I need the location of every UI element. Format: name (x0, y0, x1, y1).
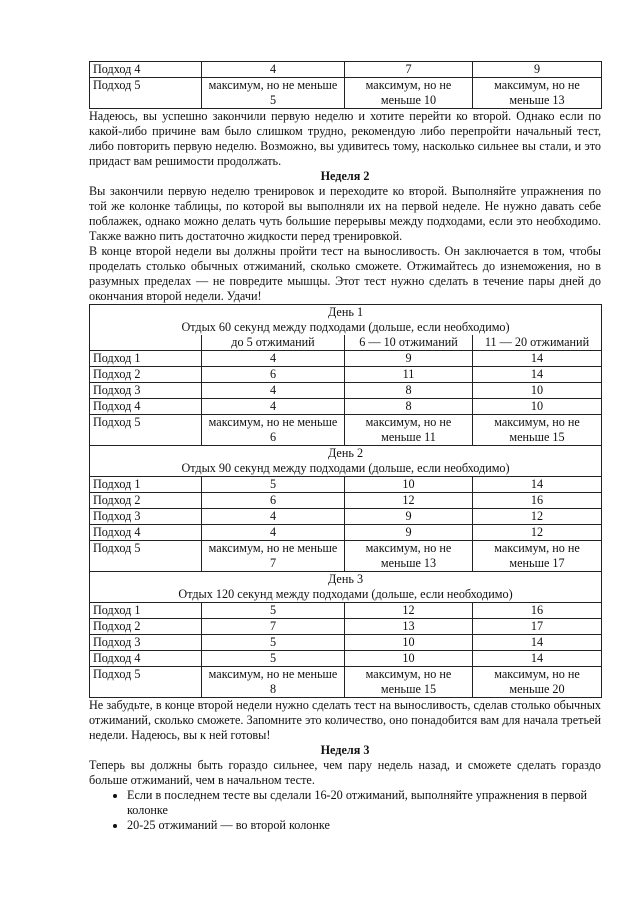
set-value-col1: 4 (202, 509, 345, 525)
set-label: Подход 3 (90, 635, 202, 651)
list-item: • Если в последнем тесте вы сделали 16-20 отжиманий, выполняйте упражнения в первой колонке (127, 788, 601, 818)
table-row (90, 525, 602, 541)
set-label: Подход 3 (90, 383, 202, 399)
paragraph-week2-intro: Вы закончили первую неделю тренировок и переходите ко второй. Выполняйте упражнения по той же колонке таблицы, по которой вы выполняли их на первой неделе. Не нужно давать себе поблажек, однако можно делать чуть большие перерывы между подходами, если это необходимо. Также важно пить достаточно жидкости перед тренировкой. (89, 184, 601, 243)
set-label: Подход 5 (90, 415, 202, 446)
set-value-col3: 14 (473, 477, 602, 493)
table-row (90, 493, 602, 509)
set-value-col2: 11 (345, 367, 473, 383)
header-empty (90, 335, 202, 351)
set-label: Подход 4 (90, 651, 202, 667)
set-label: Подход 5 (90, 667, 202, 698)
rest-label: Отдых 90 секунд между подходами (дольше, если необходимо) (181, 461, 510, 475)
set-value-col2: максимум, но не меньше 11 (345, 415, 473, 446)
set-value-col3: 9 (473, 62, 602, 78)
set-value-col2: 12 (345, 493, 473, 509)
set-label: Подход 2 (90, 619, 202, 635)
set-label: Подход 5 (90, 541, 202, 572)
set-label: Подход 1 (90, 477, 202, 493)
day-label: День 3 (327, 572, 364, 586)
table-row (90, 415, 602, 446)
week3-bullet-list (89, 788, 601, 833)
set-value-col2: 9 (345, 351, 473, 367)
table-row (90, 78, 602, 109)
set-value-col2: 8 (345, 383, 473, 399)
table-row (90, 541, 602, 572)
paragraph-week2-reminder: Не забудьте, в конце второй недели нужно сделать тест на выносливость, сделав столько обычных отжиманий, сколько сможете. Запомните это количество, оно понадобится вам для начала третьей недели. Надеюсь, вы к ней готовы! (89, 698, 601, 742)
set-value-col3: 14 (473, 367, 602, 383)
rest-label: Отдых 120 секунд между подходами (дольше, если необходимо) (178, 587, 513, 601)
set-value-col1: 4 (202, 351, 345, 367)
set-value-col2: 12 (345, 603, 473, 619)
set-value-col1: 5 (202, 477, 345, 493)
set-value-col1: максимум, но не меньше 8 (202, 667, 345, 698)
set-label: Подход 4 (90, 62, 202, 78)
set-value-col2: максимум, но не меньше 13 (345, 541, 473, 572)
set-value-col3: 10 (473, 399, 602, 415)
set-value-col3: 14 (473, 635, 602, 651)
column-header: 6 — 10 отжиманий (345, 335, 473, 351)
set-value-col2: 13 (345, 619, 473, 635)
set-value-col2: 10 (345, 651, 473, 667)
set-value-col2: максимум, но не меньше 15 (345, 667, 473, 698)
set-value-col3: максимум, но не меньше 20 (473, 667, 602, 698)
set-value-col1: 4 (202, 62, 345, 78)
set-value-col3: 16 (473, 493, 602, 509)
set-value-col3: максимум, но не меньше 13 (473, 78, 602, 109)
set-label: Подход 2 (90, 367, 202, 383)
set-value-col3: 12 (473, 525, 602, 541)
paragraph-after-week1: Надеюсь, вы успешно закончили первую неделю и хотите перейти ко второй. Однако если по какой-либо причине вам было слишком трудно, рекомендую либо перепройти начальный тест, либо повторить первую неделю. Возможно, вы удивитесь тому, насколько сильнее вы стали, и это придаст вам решимости продолжать. (89, 109, 601, 168)
week2-heading: Неделя 2 (320, 169, 370, 183)
set-value-col1: 4 (202, 399, 345, 415)
set-value-col1: 5 (202, 603, 345, 619)
set-value-col1: максимум, но не меньше 6 (202, 415, 345, 446)
day-title-row (90, 446, 602, 477)
set-value-col3: 10 (473, 383, 602, 399)
set-value-col2: максимум, но не меньше 10 (345, 78, 473, 109)
table-row (90, 62, 602, 78)
set-value-col1: 4 (202, 525, 345, 541)
column-header: 11 — 20 отжиманий (473, 335, 602, 351)
day-title (90, 446, 602, 477)
set-label: Подход 3 (90, 509, 202, 525)
day-title (90, 305, 602, 336)
week2-table (89, 304, 602, 698)
rest-label: Отдых 60 секунд между подходами (дольше, если необходимо) (181, 320, 510, 334)
set-value-col3: максимум, но не меньше 17 (473, 541, 602, 572)
table-row (90, 351, 602, 367)
set-value-col3: 16 (473, 603, 602, 619)
document-page (89, 61, 601, 833)
set-value-col1: 7 (202, 619, 345, 635)
table-row (90, 477, 602, 493)
set-value-col3: 12 (473, 509, 602, 525)
table-row (90, 509, 602, 525)
day-title-row (90, 305, 602, 336)
set-value-col2: 7 (345, 62, 473, 78)
set-value-col2: 8 (345, 399, 473, 415)
set-value-col1: 6 (202, 367, 345, 383)
column-header-row (90, 335, 602, 351)
set-label: Подход 5 (90, 78, 202, 109)
set-value-col2: 9 (345, 509, 473, 525)
set-value-col3: максимум, но не меньше 15 (473, 415, 602, 446)
table-row (90, 635, 602, 651)
set-value-col1: 5 (202, 651, 345, 667)
set-value-col1: 5 (202, 635, 345, 651)
set-value-col3: 17 (473, 619, 602, 635)
day-label: День 1 (327, 305, 364, 319)
day-label: День 2 (327, 446, 364, 460)
set-label: Подход 2 (90, 493, 202, 509)
set-label: Подход 1 (90, 351, 202, 367)
table-row (90, 603, 602, 619)
table-row (90, 619, 602, 635)
top-table (89, 61, 602, 109)
column-header: до 5 отжиманий (202, 335, 345, 351)
table-row (90, 399, 602, 415)
set-value-col1: 6 (202, 493, 345, 509)
set-value-col2: 10 (345, 635, 473, 651)
paragraph-week2-test: В конце второй недели вы должны пройти тест на выносливость. Он заключается в том, чтобы проделать столько обычных отжиманий, сколько сможете. Отжимайтесь до изнеможения, но в разумных пределах — не повредите мышцы. Этот тест нужно сделать в течение пары дней до окончания второй недели. Удачи! (89, 244, 601, 303)
table-row (90, 651, 602, 667)
day-title-row (90, 572, 602, 603)
set-label: Подход 4 (90, 525, 202, 541)
table-row (90, 383, 602, 399)
set-value-col1: максимум, но не меньше 7 (202, 541, 345, 572)
set-value-col1: 4 (202, 383, 345, 399)
set-label: Подход 4 (90, 399, 202, 415)
set-value-col1: максимум, но не меньше 5 (202, 78, 345, 109)
paragraph-week3-intro: Теперь вы должны быть гораздо сильнее, чем пару недель назад, и сможете сделать гораздо больше отжиманий, чем в начальном тесте. (89, 758, 601, 787)
list-item: • 20-25 отжиманий — во второй колонке (127, 818, 601, 833)
set-value-col3: 14 (473, 651, 602, 667)
table-row (90, 667, 602, 698)
day-title (90, 572, 602, 603)
set-value-col2: 9 (345, 525, 473, 541)
set-value-col3: 14 (473, 351, 602, 367)
week3-heading: Неделя 3 (320, 743, 370, 757)
set-value-col2: 10 (345, 477, 473, 493)
table-row (90, 367, 602, 383)
set-label: Подход 1 (90, 603, 202, 619)
